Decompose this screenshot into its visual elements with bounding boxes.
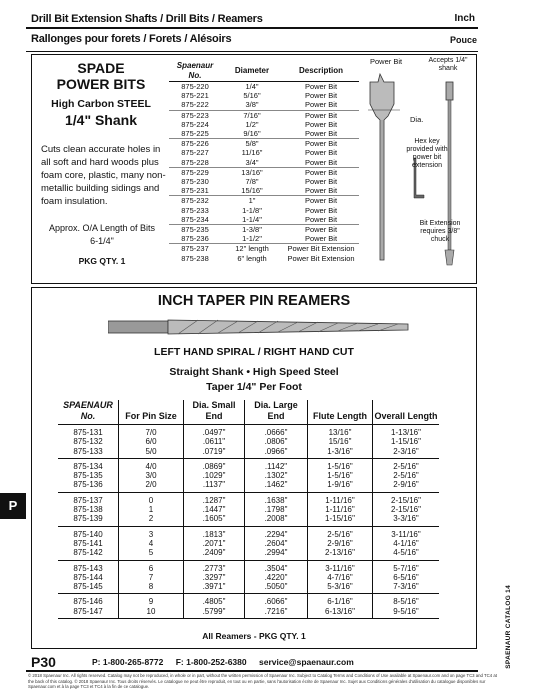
table-row <box>169 91 359 100</box>
part-number: 875-228 <box>181 157 209 167</box>
description: Power Bit <box>304 177 338 187</box>
contact-info <box>92 657 364 667</box>
small-end: .0869" <box>184 458 245 471</box>
pin-size: 5 <box>119 548 184 560</box>
overall-length: 4-1/16" <box>373 539 440 548</box>
table-row <box>58 607 439 619</box>
pin-size: 5/0 <box>119 447 184 459</box>
reamers-subtitle-2: Straight Shank • High Speed Steel <box>169 366 339 378</box>
small-end: .2071" <box>184 539 245 548</box>
pin-size: 7/0 <box>119 425 184 438</box>
flute-length: 3-11/16" <box>308 560 373 573</box>
description: Power Bit Extension <box>283 244 359 254</box>
overall-length: 1-13/16" <box>373 425 440 438</box>
part-number: 875-230 <box>181 177 209 187</box>
part-number: 875-147 <box>58 607 119 619</box>
flute-length: 1-15/16" <box>308 514 373 526</box>
col-spaenaur-no: SPAENAUR No. <box>58 400 119 425</box>
page-number: P30 <box>31 654 56 670</box>
overall-length: 2-5/16" <box>373 458 440 471</box>
section-tab[interactable]: P <box>0 493 26 519</box>
fax-number: F: 1-800-252-6380 <box>175 657 247 667</box>
diameter: 1/4" <box>245 82 259 91</box>
spade-shank: 1/4" Shank <box>64 112 137 128</box>
part-number: 875-233 <box>181 205 209 215</box>
table-row <box>169 196 359 206</box>
flute-length: 1-11/16" <box>308 492 373 505</box>
part-number: 875-136 <box>58 480 119 492</box>
description: Power Bit <box>304 234 338 244</box>
spade-table <box>169 61 359 263</box>
large-end: .1142" <box>245 458 308 471</box>
large-end: .1462" <box>245 480 308 492</box>
table-row <box>58 573 439 582</box>
table-row <box>169 186 359 196</box>
pin-size: 3/0 <box>119 471 184 480</box>
pin-size: 10 <box>119 607 184 619</box>
spade-description: Cuts clean accurate holes in all soft and hard woods plus foam core, plastic, many non-metallic building sidings and foam insulation. <box>41 144 166 207</box>
overall-length: 9-5/16" <box>373 607 440 619</box>
description: Power Bit <box>283 167 359 177</box>
label-dia: Dia. <box>410 115 424 124</box>
description: Power Bit <box>304 100 338 110</box>
diameter: 11/16" <box>241 148 263 158</box>
flute-length: 15/16" <box>308 437 373 446</box>
diameter: 1-3/8" <box>221 225 283 235</box>
table-row <box>58 548 439 560</box>
part-number: 875-235 <box>169 225 221 235</box>
table-row <box>58 505 439 514</box>
overall-length: 3-3/16" <box>373 514 440 526</box>
diameter: 7/16" <box>221 110 283 120</box>
small-end: .4805" <box>184 594 245 607</box>
table-row <box>58 560 439 573</box>
diameter: 7/8" <box>245 177 259 187</box>
table-row <box>169 167 359 177</box>
diameter: 1-1/2" <box>242 234 262 244</box>
overall-length: 6-5/16" <box>373 573 440 582</box>
table-row <box>169 244 359 254</box>
diameter: 1-1/8" <box>242 205 262 215</box>
overall-length: 3-11/16" <box>373 526 440 539</box>
small-end: .1029" <box>184 471 245 480</box>
part-number: 875-227 <box>181 148 209 158</box>
table-row <box>58 582 439 594</box>
part-number: 875-223 <box>169 110 221 120</box>
unit-label-fr: Pouce <box>449 35 477 45</box>
large-end: .7216" <box>245 607 308 619</box>
flute-length: 2-9/16" <box>308 539 373 548</box>
part-number: 875-229 <box>169 167 221 177</box>
label-power-bit: Power Bit <box>370 57 403 66</box>
small-end: .0611" <box>184 437 245 446</box>
header-divider-2 <box>26 51 478 52</box>
col-pin-size: For Pin Size <box>119 400 184 425</box>
pin-size: 2 <box>119 514 184 526</box>
diameter: 5/8" <box>221 139 283 149</box>
large-end: .3504" <box>245 560 308 573</box>
part-number: 875-144 <box>73 572 103 582</box>
diameter: 12" length <box>221 244 283 254</box>
large-end: .4220" <box>245 573 308 582</box>
flute-length: 1-3/16" <box>308 447 373 459</box>
reamers-table <box>58 400 439 619</box>
overall-length: 2-15/16" <box>373 505 440 514</box>
large-end: .6066" <box>245 594 308 607</box>
reamers-subtitle-1: LEFT HAND SPIRAL / RIGHT HAND CUT <box>154 346 354 358</box>
spade-title: SPADE POWER BITS <box>56 60 146 92</box>
part-number: 875-236 <box>181 234 209 244</box>
description: Power Bit <box>283 110 359 120</box>
large-end: .1638" <box>245 492 308 505</box>
description: Power Bit <box>304 119 338 129</box>
page-title-fr: Rallonges pour forets / Forets / Alésoirs <box>31 33 232 45</box>
part-number: 875-226 <box>169 139 221 149</box>
part-number: 875-143 <box>73 563 103 573</box>
table-row <box>58 514 439 526</box>
part-number: 875-231 <box>181 186 209 196</box>
table-row <box>58 480 439 492</box>
pin-size: 8 <box>119 582 184 594</box>
large-end: .2008" <box>245 514 308 526</box>
pin-size: 9 <box>119 594 184 607</box>
part-number: 875-146 <box>73 597 103 607</box>
table-row <box>58 458 439 471</box>
flute-length: 1-5/16" <box>308 458 373 471</box>
label-hex-key: Hex key provided with power bit extension <box>406 138 448 169</box>
small-end: .3971" <box>184 582 245 594</box>
part-number: 875-131 <box>73 428 103 437</box>
part-number: 875-221 <box>181 91 209 101</box>
col-flute-length: Flute Length <box>308 400 373 425</box>
table-row <box>58 425 439 438</box>
small-end: .1137" <box>184 480 245 492</box>
page-title: Drill Bit Extension Shafts / Drill Bits / Reamers <box>31 13 263 25</box>
small-end: .2409" <box>184 548 245 560</box>
description: Power Bit <box>304 186 338 196</box>
description: Power Bit <box>283 196 359 206</box>
phone-number: P: 1-800-265-8772 <box>92 657 164 667</box>
email-link[interactable]: service@spaenaur.com <box>259 657 354 667</box>
description: Power Bit <box>304 148 338 158</box>
description: Power Bit Extension <box>287 253 355 263</box>
overall-length: 1-15/16" <box>373 437 440 446</box>
overall-length: 4-5/16" <box>373 548 440 560</box>
overall-length: 2-15/16" <box>373 492 440 505</box>
overall-length: 8-5/16" <box>373 594 440 607</box>
description: Power Bit <box>304 214 338 224</box>
flute-length: 6-13/16" <box>308 607 373 619</box>
copyright-notice: © 2018 Spaenaur Inc. All rights reserved. Catalog may not be reproduced, in whole or in part, without the written permission of Spaenaur Inc. Subject to Catalog Terms and Conditions of Use available at Spaenaur.com and on page TC3 and TC4 at the back of this catalog. © 2018 Spaenaur Inc. Tous droits réservés. Le catalogue ne peut être reproduit, en tout ou en partie, sans l'autorisation écrite de Spaenaur Inc. Sujet aux Conditions générales d'utilisation du catalogue disponibles sur Spaenaur.com et à la page TC3 et TC4 à la fin de ce catalogue. <box>28 673 497 689</box>
pin-size: 1 <box>119 505 184 514</box>
small-end: .1447" <box>184 505 245 514</box>
part-number: 875-132 <box>73 437 103 447</box>
table-row <box>169 177 359 186</box>
pin-size: 7 <box>119 573 184 582</box>
part-number: 875-140 <box>73 529 103 539</box>
small-end: .3297" <box>184 573 245 582</box>
table-row <box>58 437 439 446</box>
table-row <box>169 148 359 157</box>
diameter: 1" <box>221 196 283 206</box>
pin-size: 4 <box>119 539 184 548</box>
part-number: 875-234 <box>181 214 209 224</box>
table-row <box>58 447 439 459</box>
large-end: .2994" <box>245 548 308 560</box>
pin-size: 2/0 <box>119 480 184 492</box>
table-row <box>169 225 359 235</box>
diameter: 15/16" <box>241 186 263 196</box>
small-end: .1605" <box>184 514 245 526</box>
pin-size: 6 <box>119 560 184 573</box>
table-row <box>169 215 359 225</box>
flute-length: 13/16" <box>308 425 373 438</box>
table-row <box>169 129 359 139</box>
large-end: .2294" <box>245 526 308 539</box>
reamers-pkg-qty: All Reamers - PKG QTY. 1 <box>202 631 306 641</box>
reamer-illustration <box>108 314 410 340</box>
diameter: 1-1/4" <box>242 214 262 224</box>
diameter: 3/8" <box>245 100 259 110</box>
label-accepts-shank: Accepts 1/4" shank <box>428 57 468 72</box>
header-divider <box>26 27 478 29</box>
description: Power Bit <box>283 225 359 235</box>
table-row <box>169 100 359 110</box>
small-end: .1813" <box>184 526 245 539</box>
flute-length: 1-11/16" <box>308 505 373 514</box>
overall-length: 5-7/16" <box>373 560 440 573</box>
diameter: 5/16" <box>243 91 261 101</box>
flute-length: 4-7/16" <box>308 573 373 582</box>
part-number: 875-141 <box>73 538 103 548</box>
spade-length: Approx. O/A Length of Bits 6-1/4" <box>48 223 156 246</box>
pin-size: 3 <box>119 526 184 539</box>
table-row <box>58 492 439 505</box>
part-number: 875-222 <box>181 100 209 110</box>
col-spaenaur-no: Spaenaur No. <box>169 61 221 82</box>
small-end: .1287" <box>184 492 245 505</box>
part-number: 875-145 <box>58 582 119 594</box>
table-row <box>169 110 359 120</box>
spade-material: High Carbon STEEL <box>51 98 151 110</box>
col-large-end: Dia. Large End <box>245 400 308 425</box>
description: Power Bit <box>304 157 338 167</box>
large-end: .0806" <box>245 437 308 446</box>
description: Power Bit <box>304 205 338 215</box>
table-row <box>58 594 439 607</box>
flute-length: 6-1/16" <box>308 594 373 607</box>
table-row <box>169 120 359 129</box>
col-overall-length: Overall Length <box>373 400 440 425</box>
large-end: .0966" <box>245 447 308 459</box>
part-number: 875-238 <box>181 253 209 263</box>
table-row <box>169 254 359 263</box>
large-end: .2604" <box>245 539 308 548</box>
reamers-subtitle-3: Taper 1/4" Per Foot <box>206 381 302 393</box>
description: Power Bit <box>283 139 359 149</box>
col-small-end: Dia. Small End <box>184 400 245 425</box>
diameter: 6" length <box>237 253 267 263</box>
part-number: 875-139 <box>58 514 119 526</box>
diameter: 13/16" <box>221 167 283 177</box>
small-end: .5799" <box>184 607 245 619</box>
overall-length: 2-9/16" <box>373 480 440 492</box>
part-number: 875-142 <box>58 548 119 560</box>
large-end: .1798" <box>245 505 308 514</box>
table-row <box>169 139 359 149</box>
part-number: 875-224 <box>181 119 209 129</box>
table-row <box>169 234 359 244</box>
part-number: 875-237 <box>169 244 221 254</box>
table-row <box>169 206 359 215</box>
large-end: .0666" <box>245 425 308 438</box>
table-row <box>58 526 439 539</box>
flute-length: 1-9/16" <box>308 480 373 492</box>
part-number: 875-135 <box>73 471 103 481</box>
part-number: 875-133 <box>58 447 119 459</box>
pin-size: 4/0 <box>119 458 184 471</box>
col-diameter: Diameter <box>221 61 283 82</box>
large-end: .5050" <box>245 582 308 594</box>
flute-length: 2-13/16" <box>308 548 373 560</box>
footer-divider <box>26 670 478 672</box>
flute-length: 1-5/16" <box>308 471 373 480</box>
overall-length: 7-3/16" <box>373 582 440 594</box>
small-end: .0497" <box>184 425 245 438</box>
flute-length: 2-5/16" <box>308 526 373 539</box>
table-row <box>58 539 439 548</box>
side-catalog-label: SPAENAUR CATALOG 14 <box>505 585 512 669</box>
diameter: 3/4" <box>245 157 259 167</box>
overall-length: 2-5/16" <box>373 471 440 480</box>
col-description: Description <box>283 61 359 82</box>
description: Power Bit <box>304 82 338 91</box>
part-number: 875-137 <box>73 495 103 505</box>
table-row <box>169 158 359 168</box>
part-number: 875-232 <box>169 196 221 206</box>
part-number: 875-220 <box>181 82 209 91</box>
part-number: 875-134 <box>73 461 103 471</box>
reamers-title: INCH TAPER PIN REAMERS <box>157 293 351 309</box>
pin-size: 0 <box>119 492 184 505</box>
description: Power Bit <box>304 91 338 101</box>
overall-length: 2-3/16" <box>373 447 440 459</box>
part-number: 875-225 <box>181 129 209 139</box>
small-end: .0719" <box>184 447 245 459</box>
description: Power Bit <box>304 129 338 139</box>
table-row <box>58 471 439 480</box>
spade-pkg-qty: PKG QTY. 1 <box>78 256 126 266</box>
label-bit-extension: Bit Extension requires 3/8" chuck <box>419 220 461 243</box>
flute-length: 5-3/16" <box>308 582 373 594</box>
part-number: 875-138 <box>73 505 103 515</box>
pin-size: 6/0 <box>119 437 184 446</box>
large-end: .1302" <box>245 471 308 480</box>
small-end: .2773" <box>184 560 245 573</box>
table-row <box>169 82 359 92</box>
unit-label-en: Inch <box>454 13 475 24</box>
diameter: 1/2" <box>245 119 259 129</box>
diameter: 9/16" <box>243 129 261 139</box>
